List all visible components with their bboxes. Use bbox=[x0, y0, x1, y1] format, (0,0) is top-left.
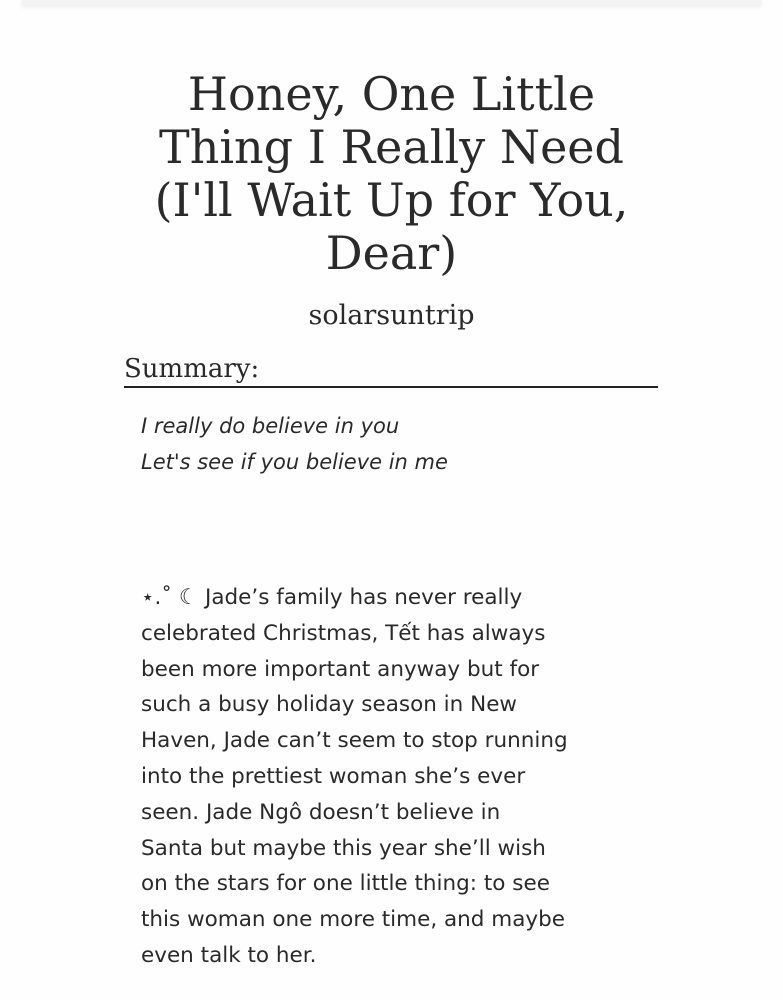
body-line: on the stars for one little thing: to see bbox=[141, 871, 550, 897]
summary-heading: Summary: bbox=[124, 352, 658, 388]
quote-line: I really do believe in you bbox=[141, 414, 400, 438]
title-line: Honey, One Little bbox=[187, 67, 596, 121]
summary-quote bbox=[141, 408, 448, 480]
body-line: even talk to her. bbox=[141, 942, 317, 968]
title-line: Dear) bbox=[325, 226, 458, 280]
body-line: ⋆.˚ ☾ Jade’s family has never really bbox=[141, 585, 523, 610]
body-line: such a busy holiday season in New bbox=[141, 692, 518, 718]
work-title bbox=[0, 68, 783, 280]
body-line: been more important anyway but for bbox=[141, 656, 540, 682]
body-line: seen. Jade Ngô doesn’t believe in bbox=[141, 799, 501, 825]
body-line: Santa but maybe this year she’ll wish bbox=[141, 835, 546, 861]
author-name[interactable]: solarsuntrip bbox=[308, 300, 475, 331]
body-line: this woman one more time, and maybe bbox=[141, 907, 565, 933]
top-bar bbox=[22, 0, 761, 6]
title-line: (I'll Wait Up for You, bbox=[154, 173, 629, 227]
body-line: celebrated Christmas, Tết has always bbox=[141, 620, 546, 646]
summary-body bbox=[141, 580, 568, 974]
title-line: Thing I Really Need bbox=[159, 120, 624, 174]
quote-line: Let's see if you believe in me bbox=[141, 450, 448, 474]
body-line: into the prettiest woman she’s ever bbox=[141, 763, 526, 789]
body-line: Haven, Jade can’t seem to stop running bbox=[141, 728, 568, 754]
